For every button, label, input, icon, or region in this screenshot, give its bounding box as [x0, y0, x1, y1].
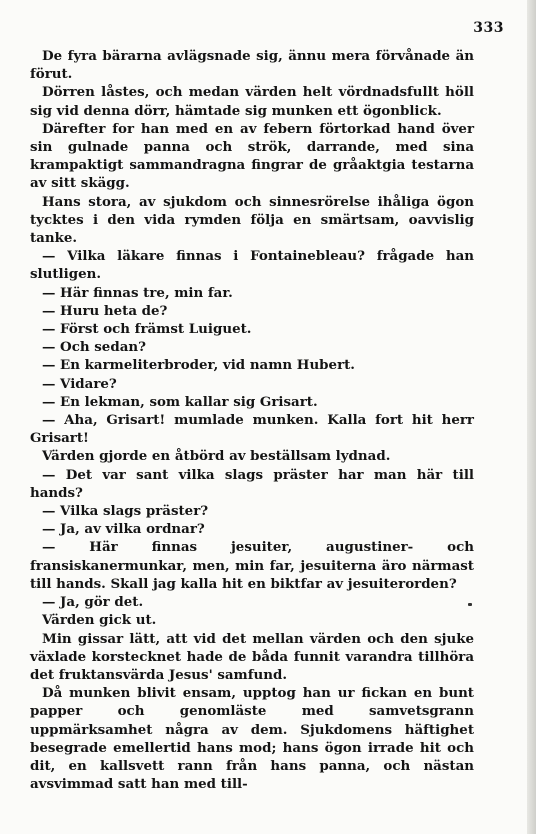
page-number: 333 — [473, 20, 504, 36]
dialogue-line: — Här finnas tre, min far. — [42, 284, 233, 301]
dialogue-line: — Ja, gör det. — [42, 594, 144, 611]
paragraph: Min gissar lätt, att vid det mellan värden och den sjuke växlade korstecknet hade de båda funnit varandra tillhöra det fruktansvärda Jesus' samfund. — [30, 630, 474, 683]
paragraph: Värden gick ut. — [42, 612, 157, 629]
paragraph: Värden gjorde en åtbörd av beställsam lydnad. — [42, 448, 391, 465]
paragraph: De fyra bärarna avlägsnade sig, ännu mera förvånade än förut. — [30, 48, 474, 83]
dialogue-line: — Vilka slags präster? — [42, 503, 209, 520]
body-text — [30, 47, 474, 793]
dialogue-line: — Aha, Grisart! mumlade munken. Kalla fort hit herr Grisart! — [30, 412, 474, 447]
paragraph: Då munken blivit ensam, upptog han ur fickan en bunt papper och genomläste med samvetsgrann uppmärksamhet några av dem. Sjukdomens häftighet besegrade emellertid hans mod; hans ögon irrade hit och dit, en kallsvett rann från hans panna, och nästan avsvimmad satt han med till- — [30, 685, 474, 793]
dialogue-line: — En karmeliterbroder, vid namn Hubert. — [42, 357, 355, 374]
dialogue-line: — Vilka läkare finnas i Fontainebleau? frågade han slutligen. — [30, 248, 474, 283]
paragraph: Hans stora, av sjukdom och sinnesrörelse ihåliga ögon tycktes i den vida rymden följa en smärtsam, oavvislig tanke. — [30, 193, 474, 247]
dialogue-line: — Här finnas jesuiter, augustiner- och fransiskanermunkar, men, min far, jesuiterna äro närmast till hands. Skall jag kalla hit en biktfar av jesuiterorden? — [30, 539, 474, 592]
paragraph: Dörren låstes, och medan värden helt vördnadsfullt höll sig vid denna dörr, hämtade sig munken ett ögonblick. — [30, 84, 474, 119]
dialogue-line: — Huru heta de? — [42, 302, 168, 319]
page-edge-shadow — [527, 0, 536, 834]
dialogue-line: — Ja, av vilka ordnar? — [42, 521, 205, 538]
ink-speck — [468, 603, 472, 606]
dialogue-line: — Och sedan? — [42, 339, 146, 356]
paragraph: Därefter for han med en av febern förtorkad hand över sin gulnade panna och strök, darrande, med sina krampaktigt sammandragna fingrar de gråaktgia testarna av sitt skägg. — [30, 120, 474, 192]
dialogue-line: — En lekman, som kallar sig Grisart. — [42, 393, 318, 410]
dialogue-line: — Det var sant vilka slags präster har man här till hands? — [30, 466, 474, 501]
dialogue-line: — Först och främst Luiguet. — [42, 321, 252, 338]
dialogue-line: — Vidare? — [42, 375, 117, 392]
